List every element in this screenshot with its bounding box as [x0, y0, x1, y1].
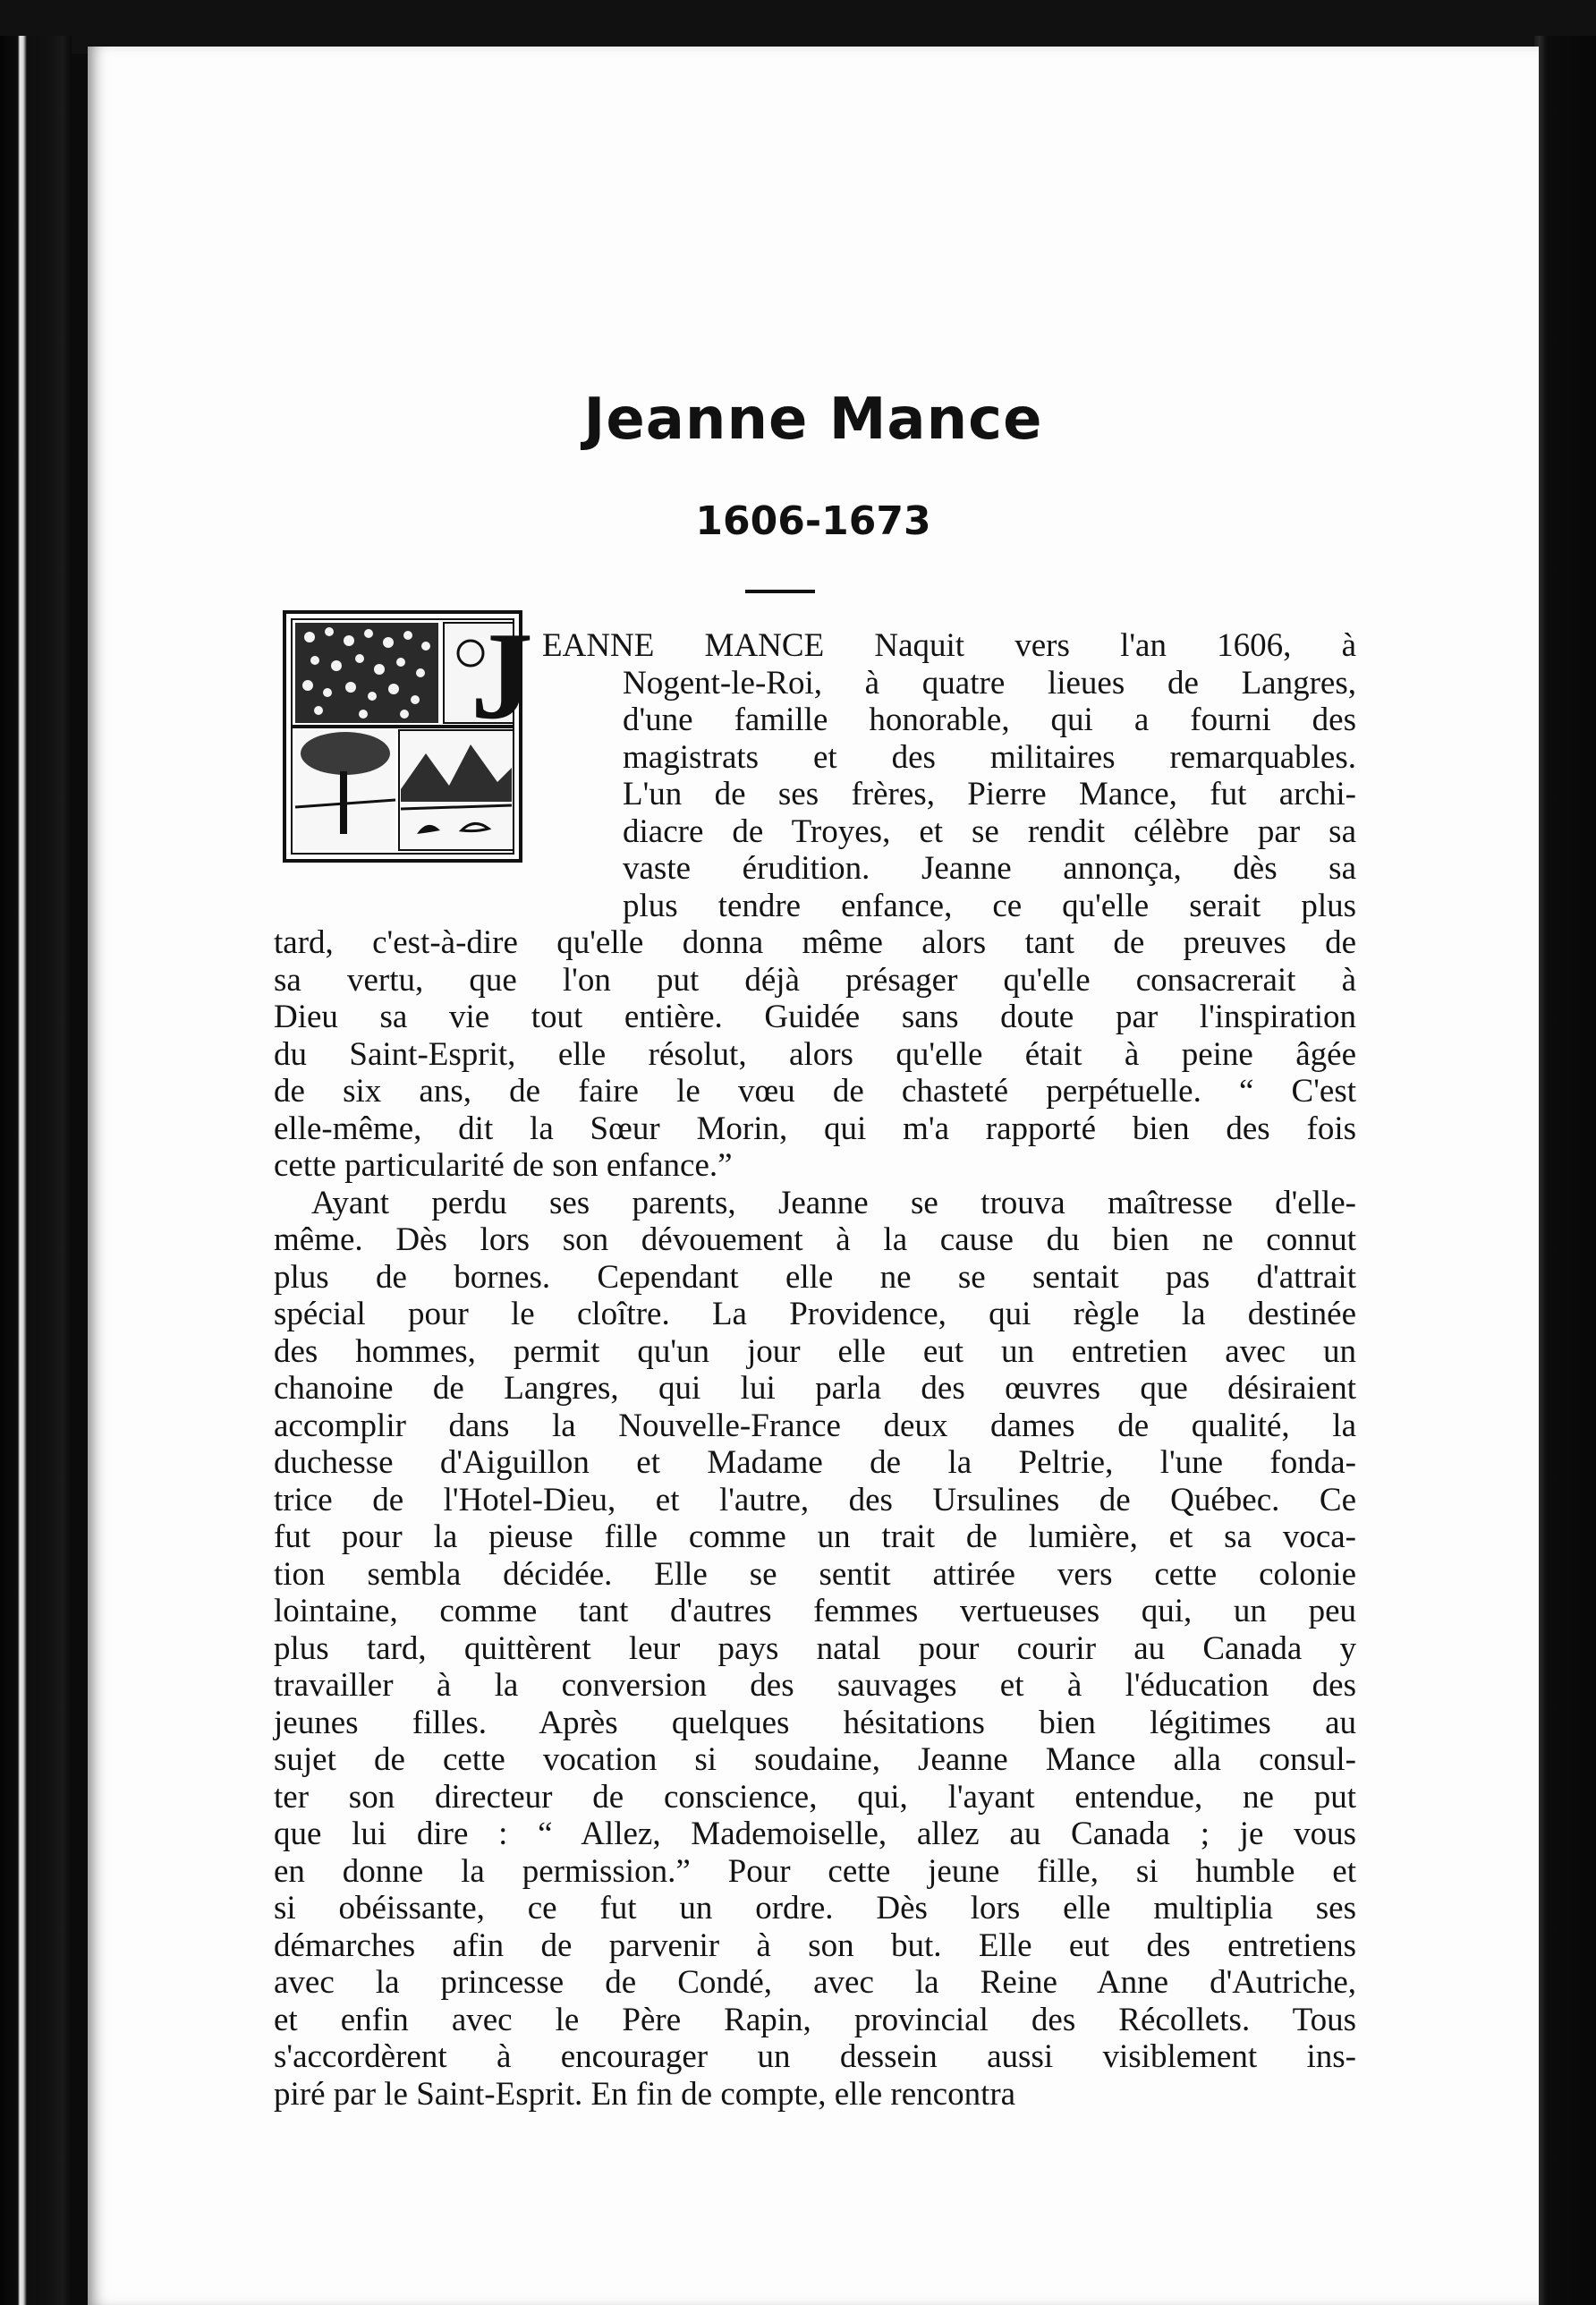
text-line: du Saint-Esprit, elle résolut, alors qu'elle était à peine âgée — [274, 1036, 1356, 1073]
text-line: de six ans, de faire le vœu de chasteté perpétuelle. “ C'est — [274, 1073, 1356, 1110]
text-line: en donne la permission.” Pour cette jeune fille, si humble et — [274, 1853, 1356, 1890]
text-line: piré par le Saint-Esprit. En fin de compte, elle rencontra — [274, 2076, 1016, 2113]
text-line: que lui dire : “ Allez, Mademoiselle, allez au Canada ; je vous — [274, 1816, 1356, 1852]
page-title: Jeanne Mance — [583, 387, 1043, 453]
book-spine-edge — [0, 36, 72, 2305]
text-line: EANNE MANCE Naquit vers l'an 1606, à — [542, 627, 1356, 664]
text-line: et enfin avec le Père Rapin, provincial des Récollets. Tous — [274, 2002, 1356, 2038]
text-line: magistrats et des militaires remarquables. — [623, 739, 1356, 776]
book-page — [88, 47, 1539, 2305]
text-line: avec la princesse de Condé, avec la Reine Anne d'Autriche, — [274, 1964, 1356, 2001]
title-rule — [745, 590, 815, 593]
text-line: plus de bornes. Cependant elle ne se sentait pas d'attrait — [274, 1259, 1356, 1296]
initial-letter: J — [471, 610, 533, 745]
text-line: Ayant perdu ses parents, Jeanne se trouva maîtresse d'elle- — [311, 1185, 1356, 1221]
text-line: Dieu sa vie tout entière. Guidée sans doute par l'inspiration — [274, 999, 1356, 1035]
text-line: L'un de ses frères, Pierre Mance, fut archi- — [623, 776, 1356, 812]
book-page-edge — [1534, 36, 1596, 2305]
text-line: fut pour la pieuse fille comme un trait de lumière, et sa voca- — [274, 1518, 1356, 1555]
scan-background-top — [0, 0, 1596, 54]
text-line: si obéissante, ce fut un ordre. Dès lors elle multiplia ses — [274, 1890, 1356, 1927]
text-line: même. Dès lors son dévouement à la cause du bien ne connut — [274, 1221, 1356, 1258]
text-line: spécial pour le cloître. La Providence, qui règle la destinée — [274, 1296, 1356, 1332]
text-line: travailler à la conversion des sauvages et à l'éducation des — [274, 1667, 1356, 1704]
text-line: des hommes, permit qu'un jour elle eut un entretien avec un — [274, 1333, 1356, 1370]
text-line: trice de l'Hotel-Dieu, et l'autre, des Ursulines de Québec. Ce — [274, 1482, 1356, 1518]
text-line: jeunes filles. Après quelques hésitations bien légitimes au — [274, 1705, 1356, 1741]
text-line: tard, c'est-à-dire qu'elle donna même alors tant de preuves de — [274, 924, 1356, 961]
text-line: Nogent-le-Roi, à quatre lieues de Langres, — [623, 665, 1356, 702]
text-line: cette particularité de son enfance.” — [274, 1147, 733, 1184]
text-line: ter son directeur de conscience, qui, l'ayant entendue, ne put — [274, 1779, 1356, 1816]
text-line: tion sembla décidée. Elle se sentit attirée vers cette colonie — [274, 1556, 1356, 1593]
text-line: lointaine, comme tant d'autres femmes vertueuses qui, un peu — [274, 1593, 1356, 1629]
text-line: sa vertu, que l'on put déjà présager qu'elle consacrerait à — [274, 962, 1356, 999]
text-line: d'une famille honorable, qui a fourni des — [623, 702, 1356, 738]
text-line: sujet de cette vocation si soudaine, Jeanne Mance alla consul- — [274, 1741, 1356, 1778]
text-line: plus tard, quittèrent leur pays natal pour courir au Canada y — [274, 1630, 1356, 1667]
life-dates: 1606-1673 — [695, 498, 931, 544]
text-line: plus tendre enfance, ce qu'elle serait plus — [623, 888, 1356, 924]
text-line: vaste érudition. Jeanne annonça, dès sa — [623, 850, 1356, 887]
text-line: démarches afin de parvenir à son but. Elle eut des entretiens — [274, 1927, 1356, 1964]
text-line: accomplir dans la Nouvelle-France deux dames de qualité, la — [274, 1408, 1356, 1444]
text-line: chanoine de Langres, qui lui parla des œuvres que désiraient — [274, 1370, 1356, 1407]
text-line: diacre de Troyes, et se rendit célèbre par sa — [623, 813, 1356, 850]
text-line: s'accordèrent à encourager un dessein aussi visiblement ins- — [274, 2038, 1356, 2075]
text-line: elle-même, dit la Sœur Morin, qui m'a rapporté bien des fois — [274, 1110, 1356, 1147]
text-line: duchesse d'Aiguillon et Madame de la Peltrie, l'une fonda- — [274, 1444, 1356, 1481]
